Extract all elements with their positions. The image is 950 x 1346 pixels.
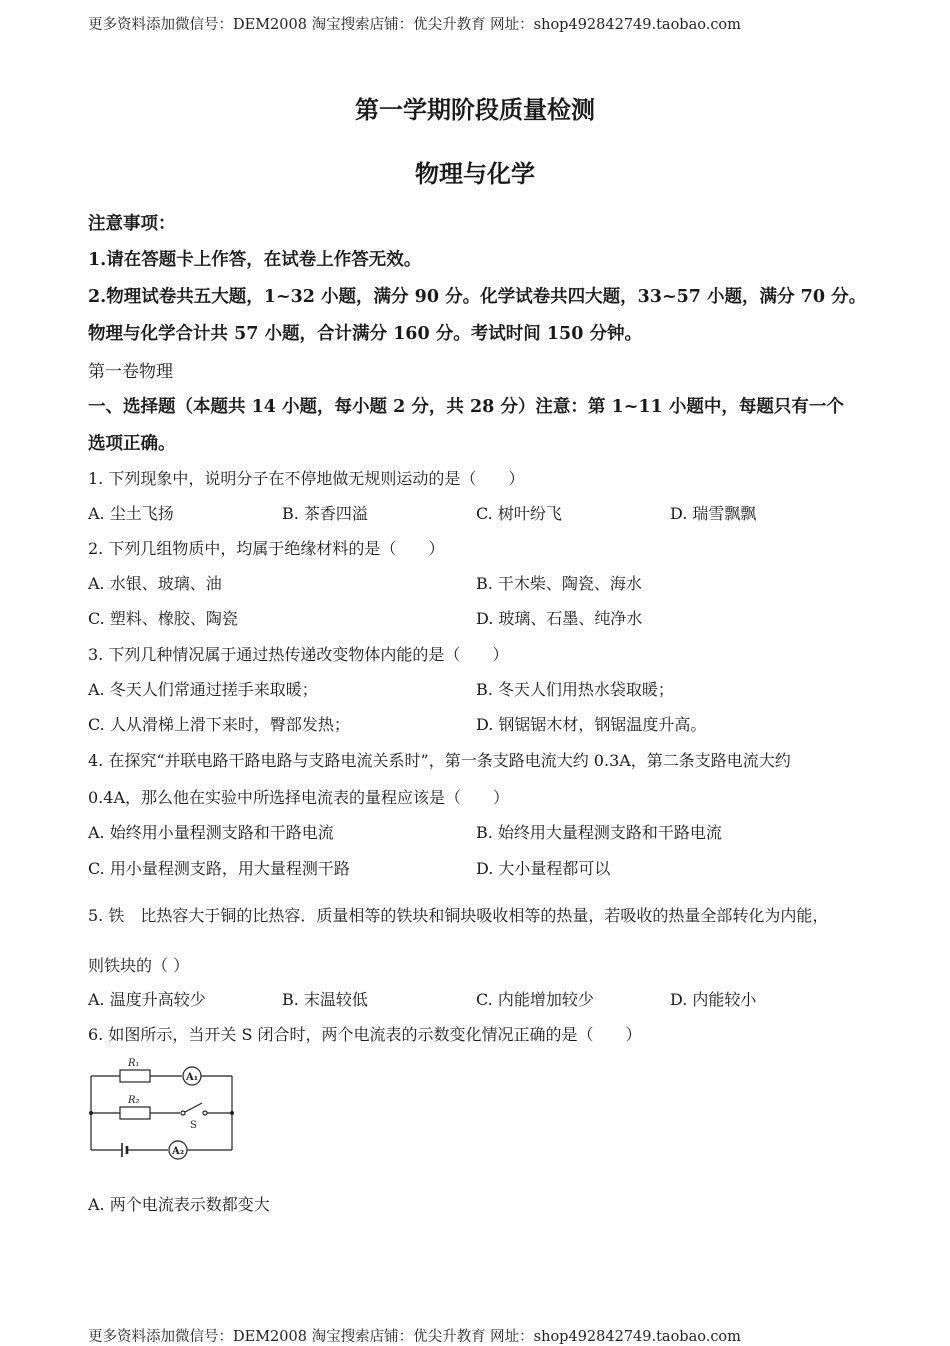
question-3-option-b: B. 冬天人们用热水袋取暖；: [476, 680, 674, 699]
question-4-stem-line-1: 4. 在探究“并联电路干路电路与支路电流关系时”，第一条支路电流大约 0.3A，第二条支路电流大约: [88, 751, 791, 770]
question-5-option-a: A. 温度升高较少: [88, 990, 206, 1009]
question-1-option-c: C. 树叶纷飞: [476, 504, 562, 523]
ammeter-a2-label: A₂: [172, 1146, 185, 1157]
volume-heading: 第一卷物理: [88, 362, 173, 382]
question-5-option-d: D. 内能较小: [670, 990, 757, 1009]
header-watermark: 更多资料添加微信号：DEM2008 淘宝搜索店铺：优尖升教育 网址：shop492842749.taobao.com: [88, 17, 741, 33]
question-4-option-c: C. 用小量程测支路，用大量程测干路: [88, 859, 350, 878]
r2-label: R₂: [128, 1095, 140, 1106]
question-2-option-b: B. 干木柴、陶瓷、海水: [476, 574, 642, 593]
question-1-option-a: A. 尘土飞扬: [88, 504, 174, 523]
question-1-option-b: B. 茶香四溢: [282, 504, 368, 523]
ammeter-a1-label: A₁: [186, 1072, 199, 1083]
notice-heading: 注意事项：: [88, 214, 176, 234]
question-1-option-d: D. 瑞雪飘飘: [670, 504, 757, 523]
question-5-option-c: C. 内能增加较少: [476, 990, 594, 1009]
question-2-option-a: A. 水银、玻璃、油: [88, 574, 222, 593]
question-3-stem: 3. 下列几种情况属于通过热传递改变物体内能的是（ ）: [88, 645, 509, 664]
section-heading-line-1: 一、选择题（本题共 14 小题，每小题 2 分，共 28 分）注意：第 1~11 小题中，每题只有一个: [88, 397, 844, 417]
notice-line-1: 1.请在答题卡上作答，在试卷上作答无效。: [88, 250, 422, 270]
question-4-option-a: A. 始终用小量程测支路和干路电流: [88, 823, 334, 842]
r1-label: R₁: [128, 1058, 140, 1069]
question-3-option-a: A. 冬天人们常通过搓手来取暖；: [88, 680, 318, 699]
question-3-option-c: C. 人从滑梯上滑下来时，臀部发热；: [88, 715, 350, 734]
question-2-option-d: D. 玻璃、石墨、纯净水: [476, 609, 643, 628]
question-6-stem: 6. 如图所示，当开关 S 闭合时，两个电流表的示数变化情况正确的是（ ）: [88, 1025, 642, 1044]
question-4-stem-line-2: 0.4A，那么他在实验中所选择电流表的量程应该是（ ）: [88, 788, 510, 807]
footer-watermark: 更多资料添加微信号：DEM2008 淘宝搜索店铺：优尖升教育 网址：shop492842749.taobao.com: [88, 1329, 741, 1345]
circuit-diagram: [86, 1054, 238, 1164]
question-5-option-b: B. 末温较低: [282, 990, 368, 1009]
page-subtitle: 物理与化学: [415, 159, 535, 188]
question-2-stem: 2. 下列几组物质中，均属于绝缘材料的是（ ）: [88, 539, 445, 558]
notice-line-2: 2.物理试卷共五大题，1~32 小题，满分 90 分。化学试卷共四大题，33~57 小题，满分 70 分。: [88, 287, 867, 307]
section-heading-line-2: 选项正确。: [88, 434, 176, 454]
question-3-option-d: D. 钢锯锯木材，钢锯温度升高。: [476, 715, 707, 734]
question-4-option-d: D. 大小量程都可以: [476, 859, 611, 878]
notice-line-3: 物理与化学合计共 57 小题，合计满分 160 分。考试时间 150 分钟。: [88, 324, 642, 344]
page-title: 第一学期阶段质量检测: [355, 95, 595, 124]
question-2-option-c: C. 塑料、橡胶、陶瓷: [88, 609, 238, 628]
question-4-option-b: B. 始终用大量程测支路和干路电流: [476, 823, 722, 842]
switch-label: S: [190, 1120, 197, 1131]
question-5-stem-line-2: 则铁块的（ ）: [88, 956, 190, 975]
question-6-option-a: A. 两个电流表示数都变大: [88, 1195, 270, 1214]
question-5-stem-line-1: 5. 铁 比热容大于铜的比热容．质量相等的铁块和铜块吸收相等的热量，若吸收的热量全部转化为内能，: [88, 906, 829, 925]
question-1-stem: 1. 下列现象中，说明分子在不停地做无规则运动的是（ ）: [88, 469, 525, 488]
